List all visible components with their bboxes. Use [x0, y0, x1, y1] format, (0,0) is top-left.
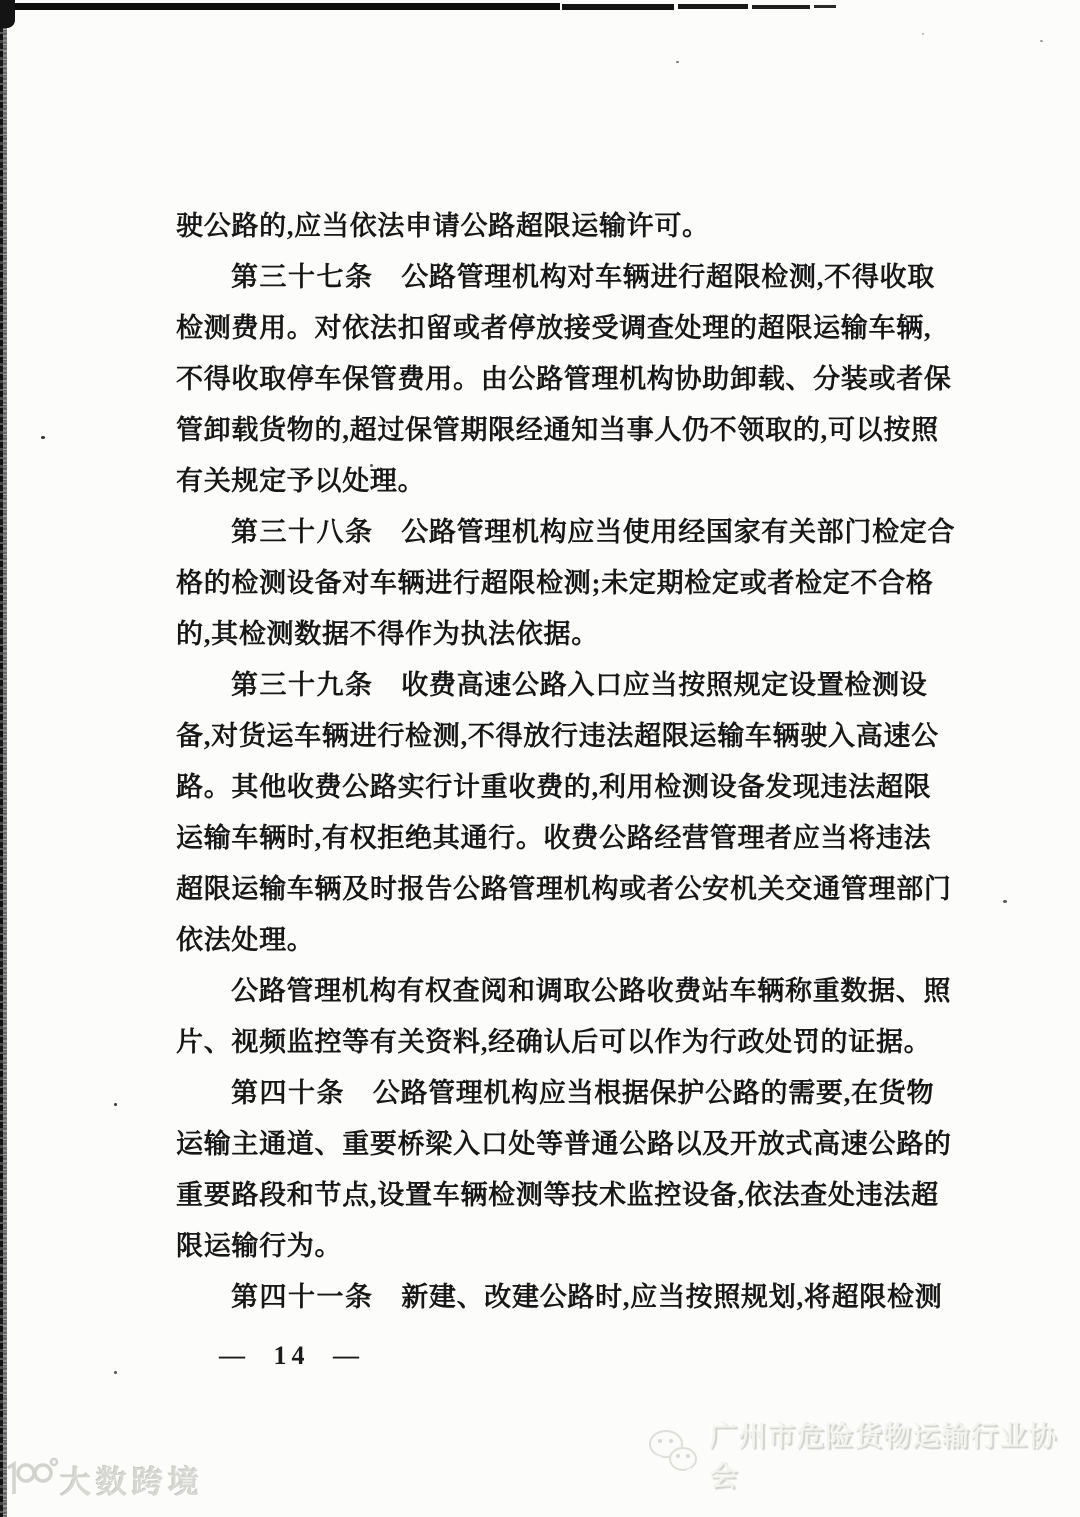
line-text: 重要路段和节点,设置车辆检测等技术监控设备,依法查处违法超	[176, 1180, 939, 1210]
scan-speck	[114, 1103, 117, 1106]
scan-artifact-top-bar	[752, 5, 810, 9]
text-line-article-39	[176, 660, 958, 711]
line-text: 驶公路的,应当依法申请公路超限运输许可。	[176, 211, 710, 241]
line-text: 格的检测设备对车辆进行超限检测;未定期检定或者检定不合格	[176, 568, 934, 598]
text-line	[176, 1119, 958, 1170]
document-body	[176, 201, 958, 1323]
line-text: 新建、改建公路时,应当按照规划,将超限检测	[373, 1282, 943, 1312]
text-line	[176, 303, 958, 354]
text-line-article-37	[176, 252, 958, 303]
line-text: 路。其他收费公路实行计重收费的,利用检测设备发现违法超限	[176, 772, 932, 802]
line-text: 备,对货运车辆进行检测,不得放行违法超限运输车辆驶入高速公	[176, 721, 939, 751]
scan-artifact-top-bar	[0, 3, 560, 10]
line-text: 收费高速公路入口应当按照规定设置检测设	[373, 670, 928, 700]
text-line	[176, 1221, 958, 1272]
scan-artifact-top-bar	[562, 4, 674, 10]
text-line	[176, 711, 958, 762]
text-line	[176, 558, 958, 609]
scan-artifact-left-edge	[0, 0, 3, 1517]
text-line	[176, 1017, 958, 1068]
text-line-article-41	[176, 1272, 958, 1323]
text-line-article-40	[176, 1068, 958, 1119]
wechat-icon	[645, 1426, 701, 1483]
text-line	[176, 1170, 958, 1221]
scan-speck	[1040, 40, 1043, 42]
line-text: 公路管理机构应当使用经国家有关部门检定合	[373, 517, 956, 547]
line-text: 的,其检测数据不得作为执法依据。	[176, 619, 599, 649]
watermark-bottom-left	[2, 1452, 204, 1507]
scan-speck	[676, 61, 679, 63]
article-heading: 第三十八条	[231, 517, 374, 547]
text-line	[176, 864, 958, 915]
line-text: 检测费用。对依法扣留或者停放接受调查处理的超限运输车辆,	[176, 313, 932, 343]
text-line	[176, 201, 958, 252]
line-text: 公路管理机构应当根据保护公路的需要,在货物	[345, 1078, 935, 1108]
line-text: 公路管理机构有权查阅和调取公路收费站车辆称重数据、照	[231, 976, 952, 1006]
watermark-bottom-right	[645, 1414, 1080, 1494]
text-line	[176, 609, 958, 660]
line-text: 依法处理。	[176, 925, 315, 955]
scan-speck	[41, 436, 45, 439]
line-text: 有关规定予以处理。	[176, 466, 426, 496]
article-heading: 第四十条	[231, 1078, 345, 1108]
line-text: 片、视频监控等有关资料,经确认后可以作为行政处罚的证据。	[176, 1027, 932, 1057]
scan-speck	[922, 33, 924, 35]
scan-speck	[114, 1371, 117, 1374]
text-line	[176, 456, 958, 507]
scan-speck	[1003, 900, 1007, 903]
text-line	[176, 966, 958, 1017]
line-text: 超限运输车辆及时报告公路管理机构或者公安机关交通管理部门	[176, 874, 952, 904]
text-line-article-38	[176, 507, 958, 558]
article-heading: 第三十九条	[231, 670, 374, 700]
article-heading: 第三十七条	[231, 262, 374, 292]
text-line	[176, 813, 958, 864]
line-text: 限运输行为。	[176, 1231, 343, 1261]
text-line	[176, 762, 958, 813]
line-text: 不得收取停车保管费用。由公路管理机构协助卸载、分装或者保	[176, 364, 952, 394]
watermark-text: 大数跨境	[60, 1465, 204, 1500]
line-text: 管卸载货物的,超过保管期限经通知当事人仍不领取的,可以按照	[176, 415, 939, 445]
text-line	[176, 915, 958, 966]
line-text: 运输主通道、重要桥梁入口处等普通公路以及开放式高速公路的	[176, 1129, 952, 1159]
watermark-text: 广州市危险货物运输行业协会	[709, 1420, 1058, 1491]
scan-artifact-top-bar	[814, 5, 836, 8]
scan-artifact-corner	[0, 0, 15, 28]
bigdata-crossborder-logo-icon	[2, 1452, 60, 1507]
article-heading: 第四十一条	[231, 1282, 374, 1312]
line-text: 公路管理机构对车辆进行超限检测,不得收取	[373, 262, 935, 292]
text-line	[176, 354, 958, 405]
line-text: 运输车辆时,有权拒绝其通行。收费公路经营管理者应当将违法	[176, 823, 932, 853]
text-line	[176, 405, 958, 456]
scan-artifact-top-bar	[678, 4, 748, 9]
page-number: — 14 —	[219, 1341, 364, 1370]
